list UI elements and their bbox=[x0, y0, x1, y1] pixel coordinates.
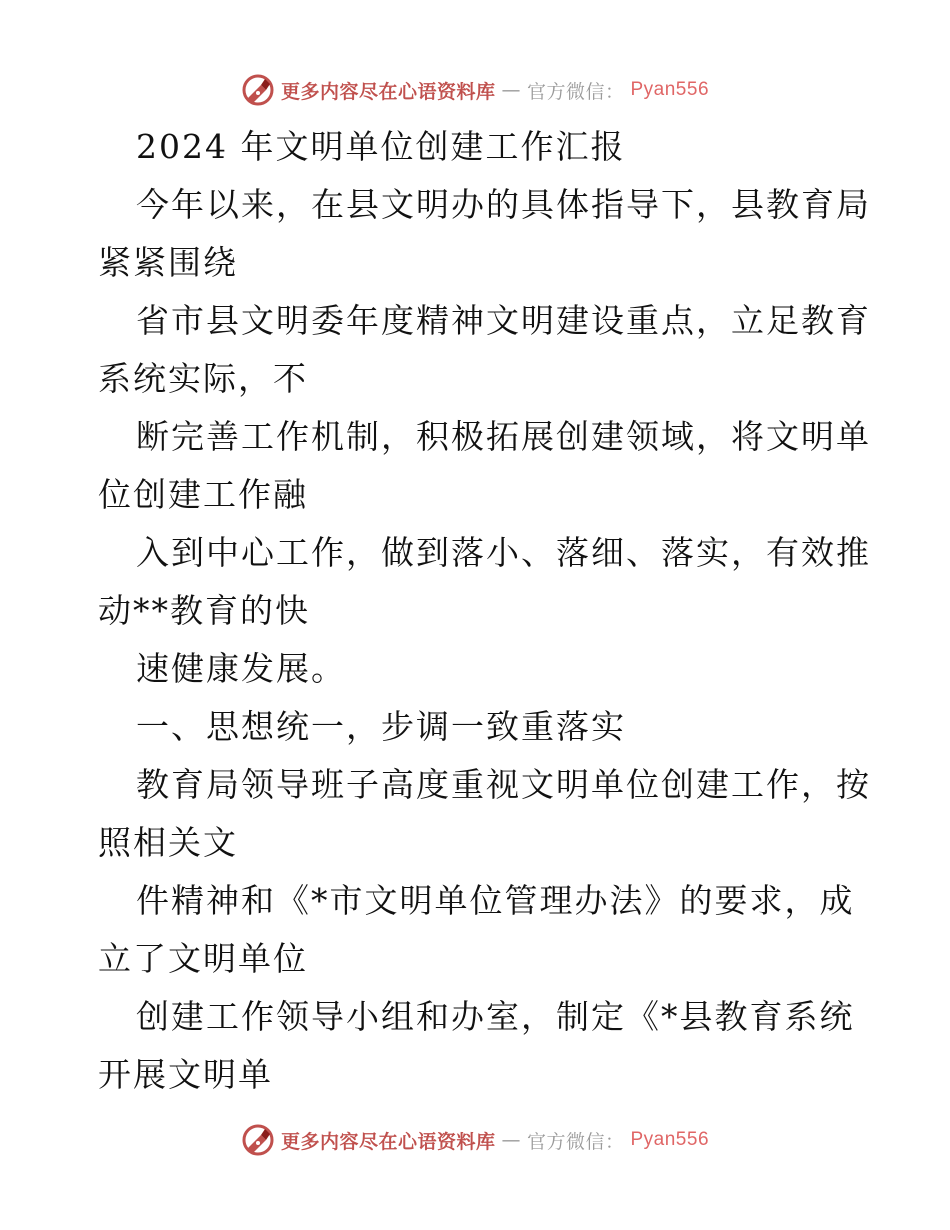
paragraph-line: 创建工作领导小组和办室，制定《*县教育系统 bbox=[136, 997, 855, 1036]
watermark-account: Pyan556 bbox=[630, 1129, 710, 1150]
watermark-main-text: 更多内容尽在心语资料库 bbox=[280, 1130, 496, 1153]
paragraph-line: 系统实际，不 bbox=[98, 359, 308, 398]
footer-watermark bbox=[0, 1120, 950, 1160]
paragraph-line: 省市县文明委年度精神文明建设重点，立足教育 bbox=[136, 301, 871, 340]
paragraph-line: 立了文明单位 bbox=[98, 939, 308, 978]
paragraph-line: 开展文明单 bbox=[98, 1055, 273, 1094]
watermark-separator: — bbox=[501, 79, 521, 101]
pen-nib-logo-icon bbox=[241, 1123, 275, 1157]
watermark-main-text: 更多内容尽在心语资料库 bbox=[280, 80, 496, 103]
section-heading: 一、思想统一，步调一致重落实 bbox=[136, 707, 626, 746]
watermark-separator: — bbox=[501, 1129, 521, 1151]
paragraph-line: 紧紧围绕 bbox=[98, 243, 238, 282]
watermark-account: Pyan556 bbox=[630, 79, 710, 100]
paragraph-line: 教育局领导班子高度重视文明单位创建工作，按 bbox=[136, 765, 871, 804]
paragraph-line: 动**教育的快 bbox=[98, 591, 310, 630]
document-title: 2024 年文明单位创建工作汇报 bbox=[136, 127, 626, 166]
paragraph-line: 件精神和《*市文明单位管理办法》的要求，成 bbox=[136, 881, 855, 920]
watermark-label: 官方微信： bbox=[526, 1130, 625, 1153]
document-body bbox=[98, 118, 871, 1104]
pen-nib-logo-icon bbox=[241, 73, 275, 107]
paragraph-line: 今年以来，在县文明办的具体指导下，县教育局 bbox=[136, 185, 871, 224]
paragraph-line: 断完善工作机制，积极拓展创建领域，将文明单 bbox=[136, 417, 871, 456]
header-watermark bbox=[0, 70, 950, 110]
paragraph-line: 入到中心工作，做到落小、落细、落实，有效推 bbox=[136, 533, 871, 572]
paragraph-line: 照相关文 bbox=[98, 823, 238, 862]
watermark-label: 官方微信： bbox=[526, 80, 625, 103]
paragraph-line: 速健康发展。 bbox=[136, 649, 346, 688]
paragraph-line: 位创建工作融 bbox=[98, 475, 308, 514]
